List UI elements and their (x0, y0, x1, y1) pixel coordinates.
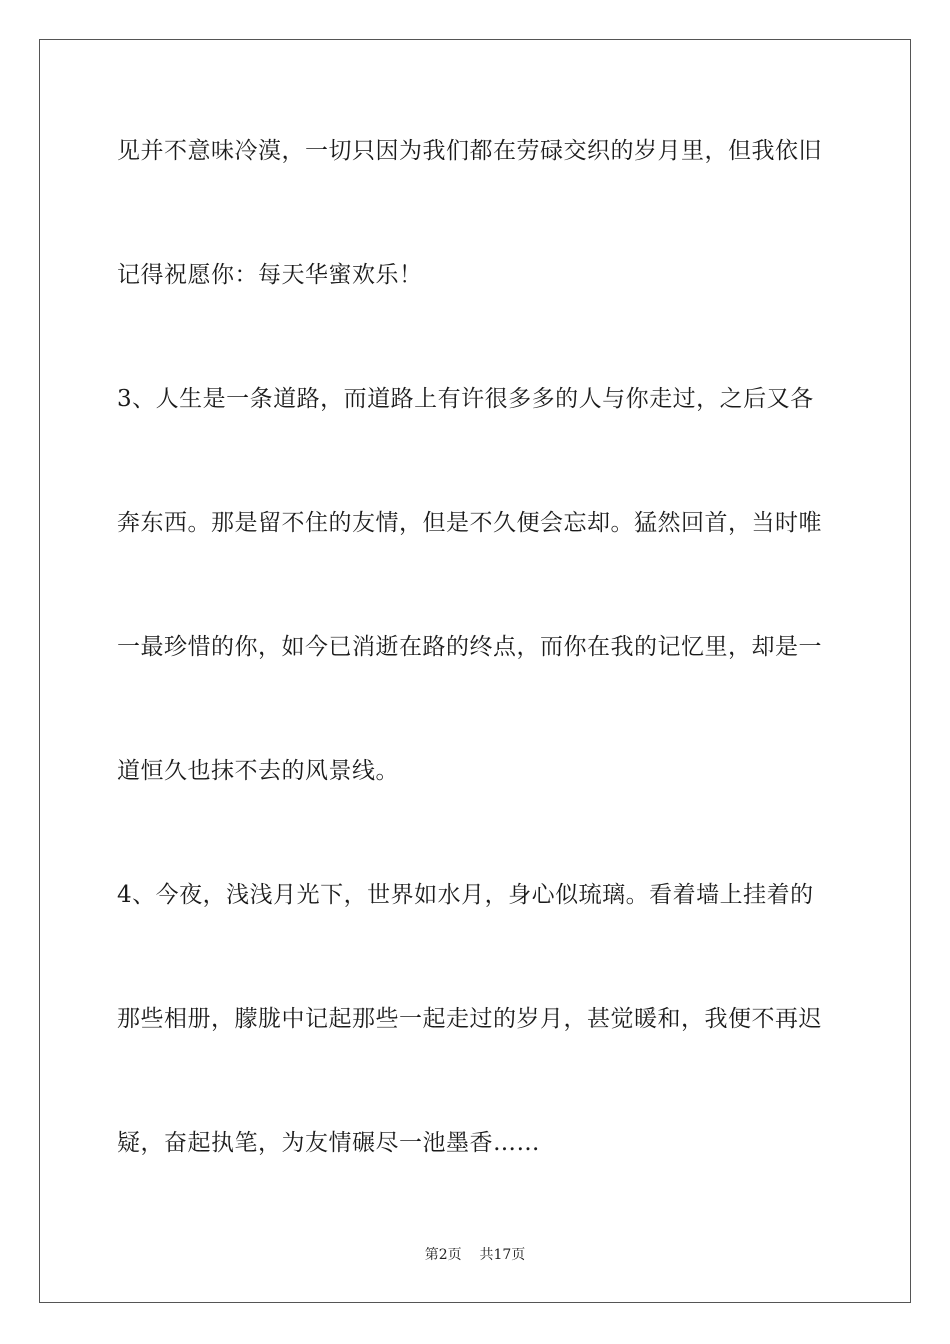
page-total: 共17页 (479, 1247, 526, 1263)
text-line: 见并不意味冷漠，一切只因为我们都在劳碌交织的岁月里，但我依旧 (117, 138, 822, 164)
page-frame (39, 39, 911, 1303)
text-line: 疑，奋起执笔，为友情碾尽一池墨香…… (117, 1130, 540, 1156)
page-number: 第2页 (424, 1247, 462, 1263)
text-line: 道恒久也抹不去的风景线。 (117, 758, 399, 784)
text-line: 3、人生是一条道路，而道路上有许很多多的人与你走过，之后又各 (117, 386, 814, 412)
text-line: 一最珍惜的你，如今已消逝在路的终点，而你在我的记忆里，却是一 (117, 634, 822, 660)
page-footer (0, 1246, 950, 1264)
text-line: 记得祝愿你：每天华蜜欢乐！ (117, 262, 423, 288)
text-line: 那些相册，朦胧中记起那些一起走过的岁月，甚觉暖和，我便不再迟 (117, 1006, 822, 1032)
text-line: 奔东西。那是留不住的友情，但是不久便会忘却。猛然回首，当时唯 (117, 510, 822, 536)
text-line: 4、今夜，浅浅月光下，世界如水月，身心似琉璃。看着墙上挂着的 (117, 882, 814, 908)
